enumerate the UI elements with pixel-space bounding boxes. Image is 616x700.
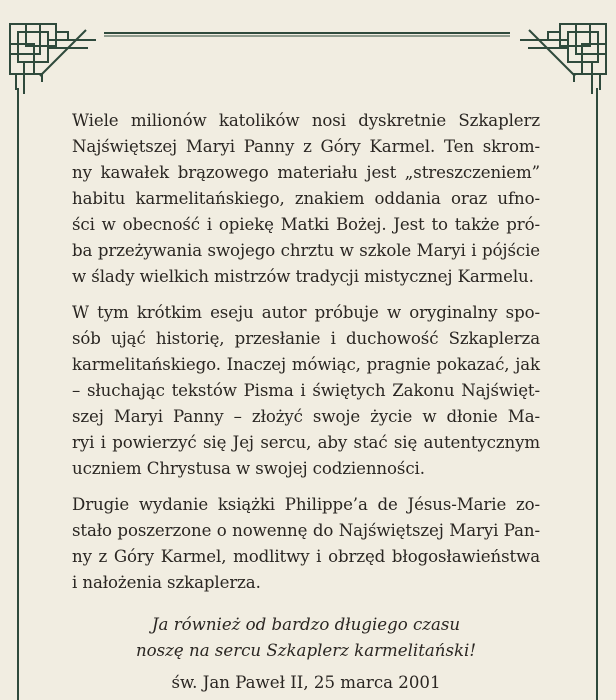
back-cover-text: [72, 108, 540, 696]
text-line: ści w obecność i opiekę Matki Bożej. Jest to także pró-: [72, 215, 540, 234]
quote-line: Ja również od bardzo długiego czasu: [151, 615, 461, 634]
quote-line: noszę na sercu Szkaplerz karmelitański!: [135, 641, 476, 660]
corner-knot-ornament-top-right: [510, 20, 610, 100]
text-line: karmelitańskiego. Inaczej mówiąc, pragnie pokazać, jak: [72, 355, 540, 374]
text-line: w ślady wielkich mistrzów tradycji mistycznej Karmelu.: [72, 267, 534, 286]
text-line: uczniem Chrystusa w swojej codzienności.: [72, 459, 425, 478]
paragraph-2: [72, 300, 540, 482]
paragraph-1: [72, 108, 540, 290]
text-line: habitu karmelitańskiego, znakiem oddania oraz ufno-: [72, 189, 540, 208]
text-line: Drugie wydanie książki Philippe’a de Jésus-Marie zo-: [72, 495, 540, 514]
quote: [72, 612, 540, 664]
text-line: – słuchając tekstów Pisma i świętych Zakonu Najświęt-: [72, 381, 540, 400]
text-line: W tym krótkim eseju autor próbuje w oryginalny spo-: [72, 303, 540, 322]
text-line: ba przeżywania swojego chrztu w szkole Maryi i pójście: [72, 241, 540, 260]
paragraph-3: [72, 492, 540, 596]
text-line: szej Maryi Panny – złożyć swoje życie w dłonie Ma-: [72, 407, 540, 426]
text-line: ryi i powierzyć się Jej sercu, aby stać się autentycznym: [72, 433, 540, 452]
text-line: Wiele milionów katolików nosi dyskretnie Szkaplerz: [72, 111, 540, 130]
text-line: sób ująć historię, przesłanie i duchowość Szkaplerza: [72, 329, 540, 348]
corner-knot-ornament-top-left: [6, 20, 106, 100]
text-line: Najświętszej Maryi Panny z Góry Karmel. Ten skrom-: [72, 137, 540, 156]
text-line: stało poszerzone o nowennę do Najświętszej Maryi Pan-: [72, 521, 540, 540]
text-line: ny kawałek brązowego materiału jest „streszczeniem”: [72, 163, 540, 182]
text-line: ny z Góry Karmel, modlitwy i obrzęd błogosławieństwa: [72, 547, 540, 566]
text-line: i nałożenia szkaplerza.: [72, 573, 261, 592]
quote-attribution: św. Jan Paweł II, 25 marca 2001: [171, 673, 441, 692]
